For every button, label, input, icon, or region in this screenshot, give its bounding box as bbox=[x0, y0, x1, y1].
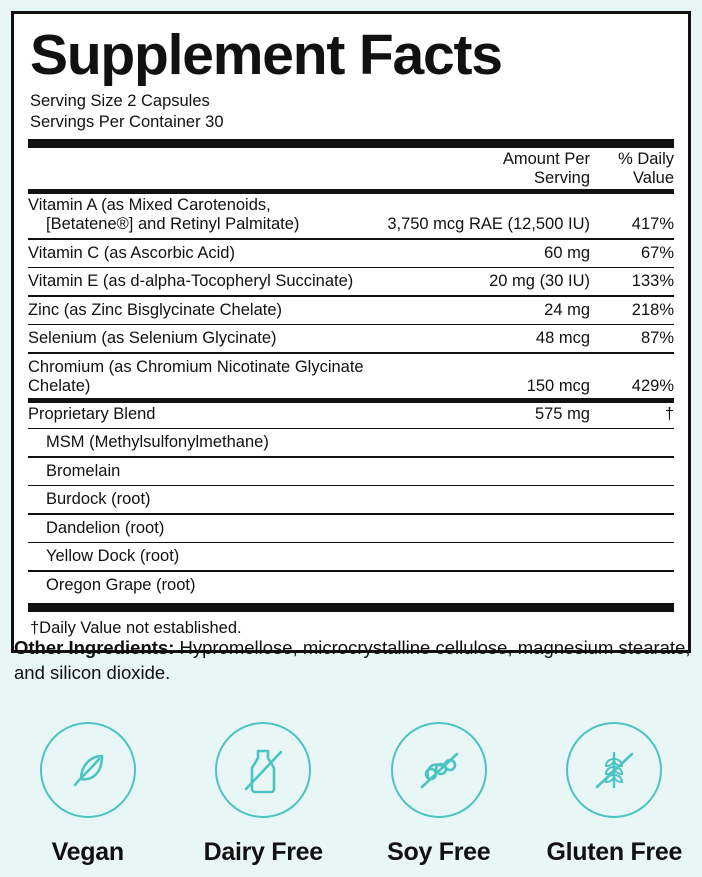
badge-dairy-free bbox=[181, 722, 346, 867]
nutrient-daily-value: 218% bbox=[631, 300, 674, 319]
badge-circle bbox=[566, 722, 662, 818]
nutrient-amount: 48 mcg bbox=[535, 329, 590, 348]
blend-amount: 575 mg bbox=[534, 404, 590, 423]
table-row bbox=[28, 574, 674, 597]
blend-name: Proprietary Blend bbox=[28, 404, 156, 423]
badge-label: Dairy Free bbox=[203, 838, 323, 866]
nutrient-daily-value: 133% bbox=[631, 272, 674, 291]
divider-thick-top bbox=[28, 139, 674, 148]
badge-label: Soy Free bbox=[387, 838, 491, 866]
table-row bbox=[28, 517, 674, 540]
badge-circle bbox=[391, 722, 487, 818]
supplement-facts-panel bbox=[11, 11, 691, 653]
nutrient-daily-value: 67% bbox=[640, 243, 674, 262]
badge-label: Gluten Free bbox=[546, 838, 683, 866]
table-row bbox=[28, 270, 674, 293]
nutrient-name-line2: [Betatene®] and Retinyl Palmitate) bbox=[46, 215, 300, 234]
badge-gluten-free bbox=[532, 722, 697, 867]
blend-ingredient: Bromelain bbox=[46, 461, 121, 480]
table-row bbox=[28, 242, 674, 265]
table-header-row bbox=[28, 148, 674, 189]
badge-soy-free bbox=[356, 722, 521, 867]
blend-ingredient: Dandelion (root) bbox=[46, 518, 165, 537]
header-daily-value bbox=[600, 148, 674, 189]
panel-title: Supplement Facts bbox=[30, 23, 502, 87]
gluten-free-icon bbox=[587, 743, 641, 797]
nutrient-amount: 150 mcg bbox=[526, 376, 590, 395]
leaf-icon bbox=[61, 743, 115, 797]
header-dv-line2: Value bbox=[633, 168, 674, 187]
table-row bbox=[28, 356, 674, 398]
proprietary-blend-table bbox=[28, 403, 674, 597]
other-ingredients-text: Hypromellose, microcrystalline cellulose, magnesium stearate, and silicon dioxide. bbox=[14, 637, 691, 683]
header-amount-per-serving bbox=[28, 148, 600, 189]
nutrient-daily-value: 87% bbox=[640, 329, 674, 348]
table-row bbox=[28, 403, 674, 426]
divider-thick-bottom bbox=[28, 603, 674, 612]
blend-ingredient: Oregon Grape (root) bbox=[46, 575, 196, 594]
other-ingredients bbox=[14, 636, 692, 686]
nutrient-amount: 60 mg bbox=[544, 243, 590, 262]
nutrient-name: Zinc (as Zinc Bisglycinate Chelate) bbox=[28, 300, 283, 319]
certification-badges bbox=[0, 722, 702, 867]
badge-circle bbox=[40, 722, 136, 818]
daily-value-footnote: †Daily Value not established. bbox=[30, 618, 242, 637]
table-row bbox=[28, 194, 674, 236]
nutrient-name bbox=[28, 194, 387, 236]
table-row bbox=[28, 545, 674, 568]
header-amount-line1: Amount Per bbox=[502, 150, 590, 169]
nutrient-daily-value: 417% bbox=[631, 215, 674, 234]
nutrient-name: Vitamin E (as d-alpha-Tocopheryl Succinate) bbox=[28, 272, 354, 291]
nutrient-name: Chromium (as Chromium Nicotinate Glycinate Chelate) bbox=[28, 357, 364, 395]
header-dv-line1: % Daily bbox=[618, 150, 674, 169]
nutrient-amount: 24 mg bbox=[544, 300, 590, 319]
blend-ingredient: Yellow Dock (root) bbox=[46, 547, 180, 566]
nutrient-amount: 20 mg (30 IU) bbox=[489, 272, 590, 291]
blend-ingredient: Burdock (root) bbox=[46, 490, 151, 509]
blend-daily-value: † bbox=[664, 404, 674, 423]
nutrient-daily-value: 429% bbox=[631, 376, 674, 395]
nutrient-amount: 3,750 mcg RAE (12,500 IU) bbox=[387, 215, 590, 234]
table-row bbox=[28, 327, 674, 350]
table-row bbox=[28, 431, 674, 454]
badge-label: Vegan bbox=[51, 838, 124, 866]
table-row bbox=[28, 299, 674, 322]
nutrition-table bbox=[28, 148, 674, 189]
nutrient-name: Selenium (as Selenium Glycinate) bbox=[28, 329, 277, 348]
soy-free-icon bbox=[412, 743, 466, 797]
servings-per-container: Servings Per Container 30 bbox=[30, 113, 224, 132]
badge-circle bbox=[215, 722, 311, 818]
dairy-free-icon bbox=[236, 743, 290, 797]
nutrient-name: Vitamin C (as Ascorbic Acid) bbox=[28, 243, 235, 262]
table-row bbox=[28, 460, 674, 483]
blend-ingredient: MSM (Methylsulfonylmethane) bbox=[46, 433, 269, 452]
nutrient-name-line1: Vitamin A (as Mixed Carotenoids, bbox=[28, 196, 271, 215]
serving-size: Serving Size 2 Capsules bbox=[30, 92, 210, 111]
nutrient-rows-table bbox=[28, 194, 674, 398]
other-ingredients-label: Other Ingredients: bbox=[14, 637, 175, 658]
header-amount-line2: Serving bbox=[534, 168, 590, 187]
table-row bbox=[28, 488, 674, 511]
badge-vegan bbox=[5, 722, 170, 867]
